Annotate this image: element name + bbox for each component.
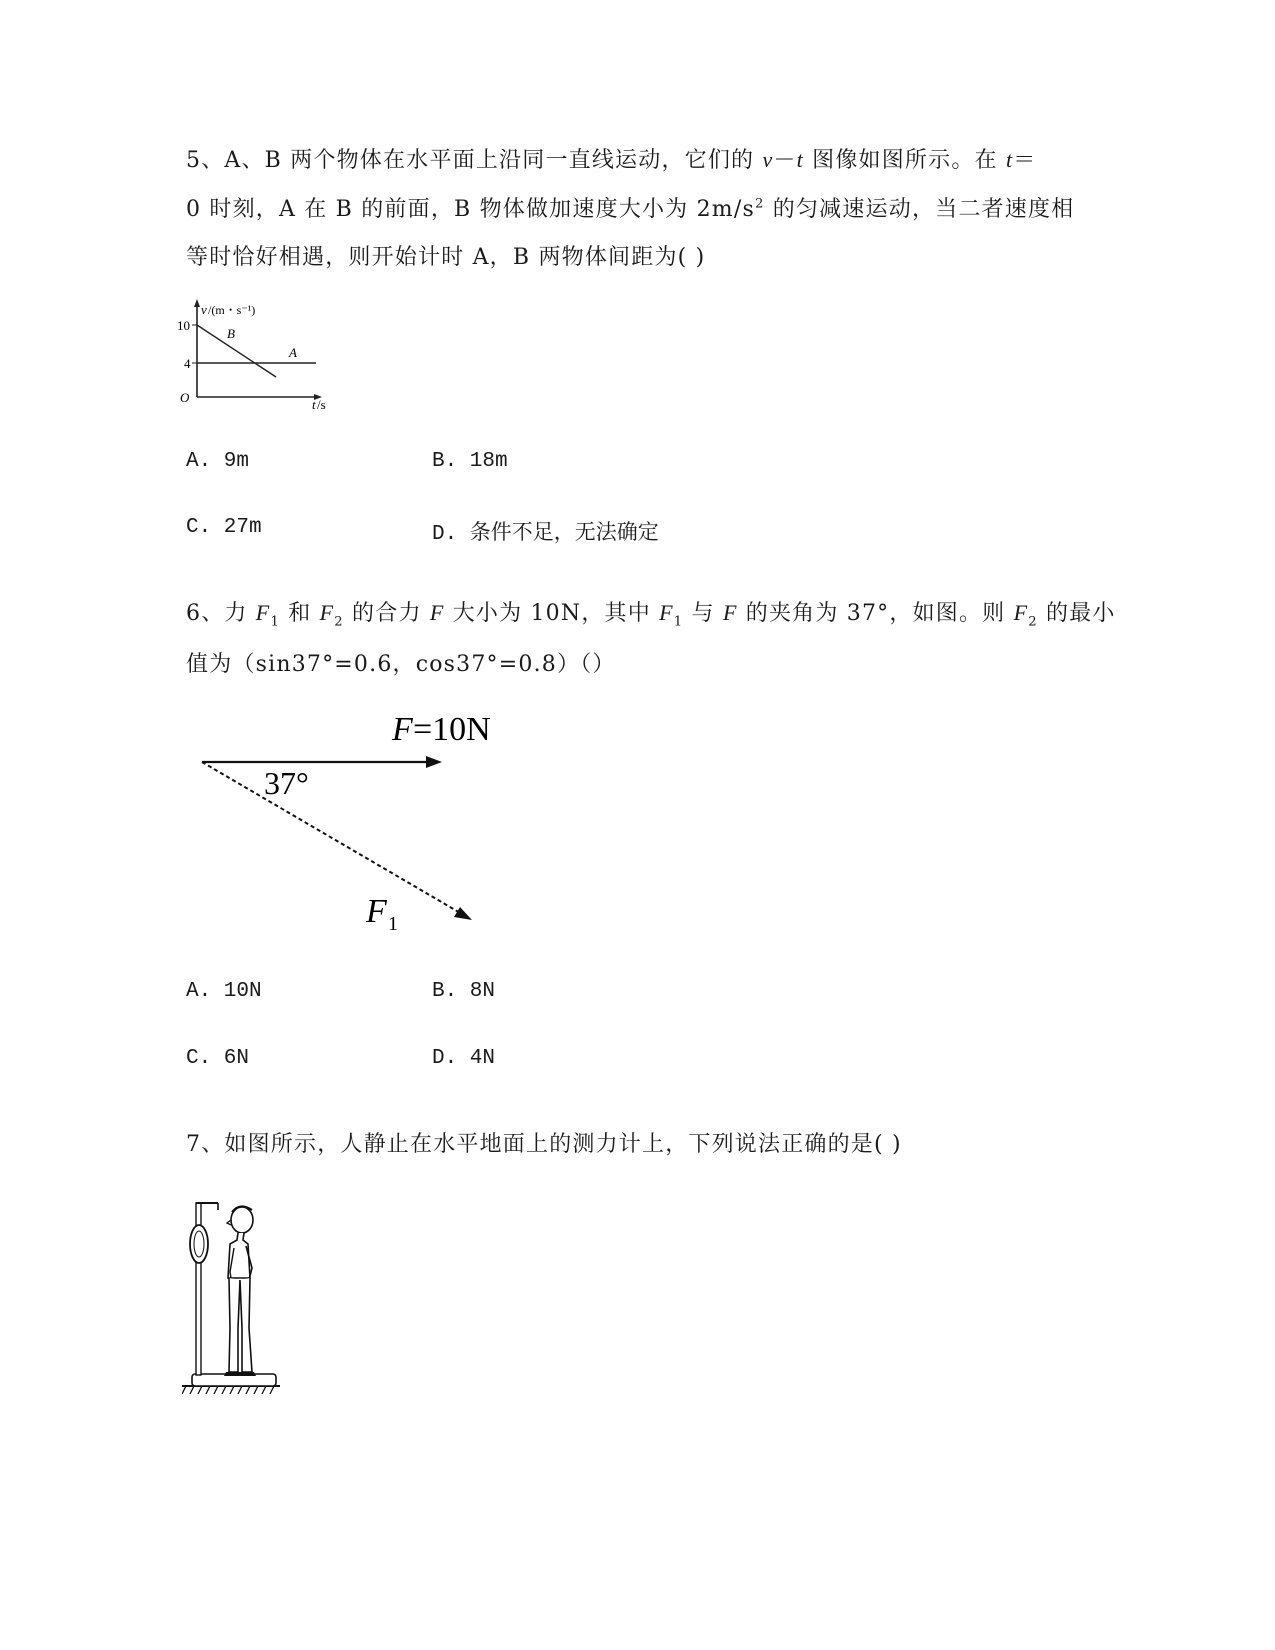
q5-text: 5、A、B 两个物体在水平面上沿同一直线运动，它们的 bbox=[186, 148, 763, 173]
force-f1-arrow bbox=[202, 762, 462, 914]
f-label: F bbox=[392, 711, 413, 748]
y-axis-arrow bbox=[194, 299, 200, 307]
subscript: 1 bbox=[270, 614, 281, 630]
y-label-v: v bbox=[201, 302, 207, 317]
line-b bbox=[197, 325, 276, 377]
subscript: 2 bbox=[334, 614, 344, 630]
q5-text: 的匀减速运动，当二者速度相 bbox=[764, 197, 1075, 222]
q5-option-a[interactable]: A. 9m bbox=[186, 450, 250, 473]
q6-force-diagram bbox=[190, 700, 510, 950]
dash: － bbox=[773, 148, 797, 173]
f-value: =10N bbox=[413, 711, 491, 748]
person-foot-right bbox=[239, 1372, 256, 1376]
var-f: F bbox=[722, 600, 738, 625]
superscript: 2 bbox=[754, 196, 765, 212]
q6-option-a[interactable]: A. 10N bbox=[186, 980, 262, 1003]
q6-text: 的夹角为 37°，如图。则 bbox=[737, 601, 1014, 626]
q6-text: 的合力 bbox=[343, 601, 430, 626]
var-v: v bbox=[762, 147, 774, 172]
equals: ＝ bbox=[1013, 148, 1037, 173]
y-label-unit: /(m・s⁻¹) bbox=[208, 303, 256, 317]
q6-text: 与 bbox=[683, 601, 723, 626]
x-label-t: t bbox=[312, 397, 316, 412]
q5-text-line-3: 等时恰好相遇，则开始计时 A，B 两物体间距为( ) bbox=[186, 245, 706, 270]
ground-hatch bbox=[182, 1386, 274, 1394]
x-label-unit: /s bbox=[317, 397, 326, 412]
force-f1-arrowhead bbox=[454, 907, 472, 920]
label-b: B bbox=[227, 326, 235, 341]
q5-text-line-1 bbox=[186, 143, 1036, 174]
var-f2: F bbox=[319, 600, 335, 625]
q5-vt-graph bbox=[168, 295, 348, 420]
var-f2: F bbox=[1013, 600, 1029, 625]
tick-label-4: 4 bbox=[184, 356, 191, 371]
person-leg-right bbox=[240, 1278, 252, 1372]
f1-subscript: 1 bbox=[388, 913, 398, 935]
q6-option-d[interactable]: D. 4N bbox=[432, 1047, 496, 1070]
person-torso bbox=[228, 1233, 250, 1278]
subscript: 1 bbox=[673, 614, 684, 630]
q7-text: 7、如图所示，人静止在水平地面上的测力计上，下列说法正确的是( ) bbox=[186, 1132, 902, 1157]
q6-text: 的最小 bbox=[1037, 601, 1116, 626]
q5-option-d[interactable]: D. 条件不足，无法确定 bbox=[432, 523, 659, 546]
q5-text: 图像如图所示。在 bbox=[803, 148, 1006, 173]
q5-option-c[interactable]: C. 27m bbox=[186, 516, 262, 539]
person-foot-left bbox=[224, 1372, 240, 1376]
q7-person-on-scale-figure bbox=[182, 1198, 292, 1403]
var-t: t bbox=[1005, 147, 1014, 172]
origin-label: O bbox=[180, 390, 190, 405]
tick-label-10: 10 bbox=[177, 318, 190, 333]
var-f1: F bbox=[255, 600, 271, 625]
q5-text-line-2 bbox=[186, 192, 1074, 223]
force-f-arrowhead bbox=[426, 756, 442, 768]
var-f1: F bbox=[659, 600, 674, 625]
q5-text: 0 时刻，A 在 B 的前面，B 物体做加速度大小为 2m/s bbox=[186, 197, 755, 222]
q6-text-line-1 bbox=[186, 596, 1116, 629]
angle-label: 37° bbox=[264, 765, 309, 801]
label-a: A bbox=[289, 345, 297, 360]
person-leg-left bbox=[229, 1278, 240, 1372]
q6-option-b[interactable]: B. 8N bbox=[432, 980, 496, 1003]
f1-label: F bbox=[366, 893, 387, 930]
q6-text: 6、力 bbox=[186, 601, 256, 626]
var-t: t bbox=[796, 147, 804, 172]
q5-option-b[interactable]: B. 18m bbox=[432, 450, 508, 473]
subscript: 2 bbox=[1028, 614, 1038, 630]
q6-option-c[interactable]: C. 6N bbox=[186, 1047, 250, 1070]
q6-text: 和 bbox=[280, 601, 320, 626]
q6-text: 大小为 10N，其中 bbox=[444, 601, 660, 626]
var-f: F bbox=[429, 600, 445, 625]
q6-text-line-2: 值为（sin37°=0.6，cos37°=0.8）（） bbox=[186, 652, 616, 677]
